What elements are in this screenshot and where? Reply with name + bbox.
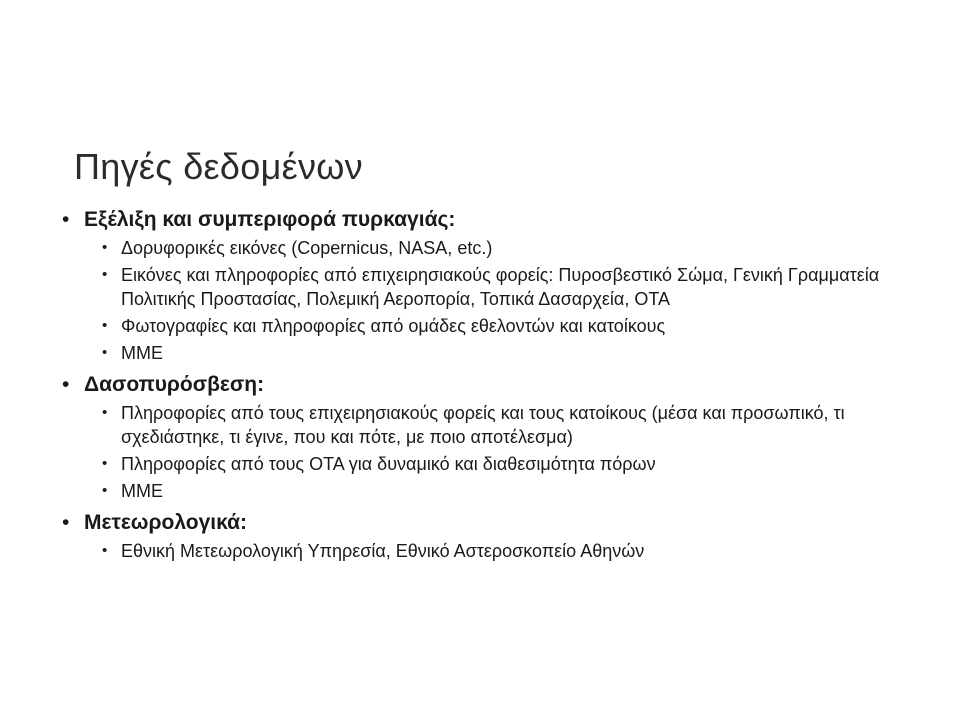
sub-bullet-list xyxy=(62,539,912,563)
list-item xyxy=(62,539,891,563)
bullet-icon: • xyxy=(102,542,108,559)
bullet-icon: • xyxy=(102,317,108,334)
list-item xyxy=(62,479,891,503)
bullet-icon: • xyxy=(62,373,70,396)
list-item-text: Πληροφορίες από τους επιχειρησιακούς φορείς και τους κατοίκους (μέσα και προσωπικό, τι σχεδιάστηκε, τι έγινε, που και πότε, με ποιο αποτέλεσμα) xyxy=(121,403,845,447)
bullet-icon: • xyxy=(102,266,108,283)
section-heading xyxy=(62,371,912,399)
sub-bullet-list xyxy=(62,401,912,503)
list-item-text: Δορυφορικές εικόνες (Copernicus, NASA, etc.) xyxy=(121,238,493,258)
bullet-icon: • xyxy=(102,482,108,499)
bullet-icon: • xyxy=(102,404,108,421)
list-item-text: Πληροφορίες από τους ΟΤΑ για δυναμικό και διαθεσιμότητα πόρων xyxy=(121,454,656,474)
list-item xyxy=(62,452,891,476)
bullet-icon: • xyxy=(102,344,108,361)
list-item-text: Εικόνες και πληροφορίες από επιχειρησιακούς φορείς: Πυροσβεστικό Σώμα, Γενική Γραμματεία Πολιτικής Προστασίας, Πολεμική Αεροπορία, Τοπικά Δασαρχεία, ΟΤΑ xyxy=(121,265,880,309)
list-item xyxy=(62,263,891,311)
list-item xyxy=(62,236,891,260)
sub-bullet-list xyxy=(62,236,912,365)
section-heading-text: Μετεωρολογικά: xyxy=(84,511,248,534)
list-item-text: Φωτογραφίες και πληροφορίες από ομάδες εθελοντών και κατοίκους xyxy=(121,316,666,336)
list-item-text: Εθνική Μετεωρολογική Υπηρεσία, Εθνικό Αστεροσκοπείο Αθηνών xyxy=(121,541,645,561)
bullet-icon: • xyxy=(62,511,70,534)
section-fire-suppression xyxy=(62,371,912,503)
section-heading xyxy=(62,206,912,234)
slide-content xyxy=(62,206,912,569)
list-item-text: ΜΜΕ xyxy=(121,481,163,501)
slide-title: Πηγές δεδομένων xyxy=(74,146,363,187)
section-heading-text: Δασοπυρόσβεση: xyxy=(84,373,265,396)
bullet-icon: • xyxy=(62,208,70,231)
section-fire-behavior xyxy=(62,206,912,365)
section-meteorological xyxy=(62,509,912,563)
section-heading-text: Εξέλιξη και συμπεριφορά πυρκαγιάς: xyxy=(84,208,456,231)
section-heading xyxy=(62,509,912,537)
bullet-icon: • xyxy=(102,455,108,472)
list-item xyxy=(62,341,891,365)
list-item xyxy=(62,314,891,338)
bullet-icon: • xyxy=(102,239,108,256)
list-item xyxy=(62,401,891,449)
list-item-text: ΜΜΕ xyxy=(121,343,163,363)
